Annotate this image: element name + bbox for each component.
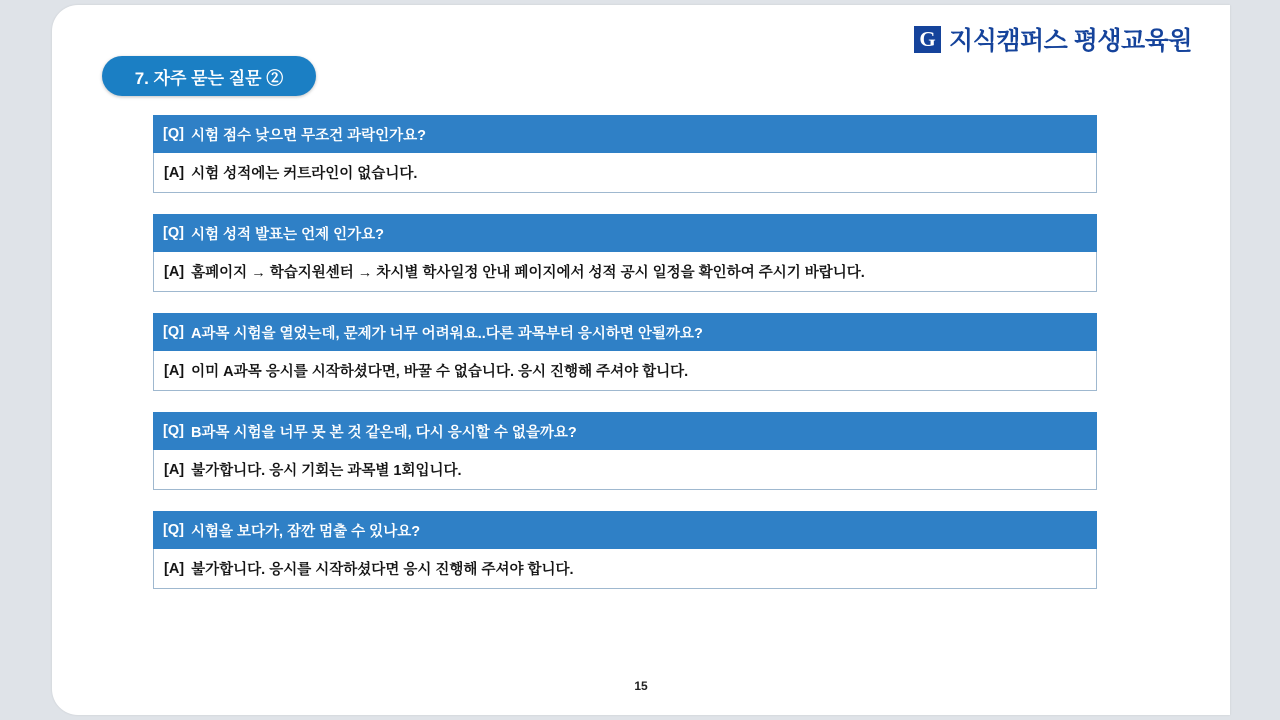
section-title-label: 7. 자주 묻는 질문 ②: [134, 68, 284, 88]
faq-question-row: [153, 115, 1097, 153]
faq-question-row: [153, 412, 1097, 450]
answer-tag: [A]: [164, 164, 185, 181]
question-tag: [Q]: [163, 225, 184, 241]
answer-text: 이미 A과목 응시를 시작하셨다면, 바꿀 수 없습니다. 응시 진행해 주셔야 합니다.: [191, 364, 689, 380]
faq-item: [153, 412, 1097, 490]
faq-answer-row: [153, 153, 1097, 193]
faq-item: [153, 313, 1097, 391]
question-text: B과목 시험을 너무 못 본 것 같은데, 다시 응시할 수 없을까요?: [190, 424, 577, 441]
question-text: 시험을 보다가, 잠깐 멈출 수 있나요?: [190, 523, 421, 540]
answer-text: 불가합니다. 응시를 시작하셨다면 응시 진행해 주셔야 합니다.: [191, 562, 574, 578]
logo-mark-icon: G: [914, 26, 941, 53]
faq-answer-row: [153, 549, 1097, 589]
faq-item: [153, 511, 1097, 589]
question-tag: [Q]: [163, 522, 184, 538]
faq-item: [153, 115, 1097, 193]
question-text: 시험 성적 발표는 언제 인가요?: [190, 226, 384, 243]
faq-question-row: [153, 313, 1097, 351]
answer-tag: [A]: [164, 263, 185, 280]
question-text: 시험 점수 낮으면 무조건 과락인가요?: [190, 127, 427, 144]
answer-tag: [A]: [164, 362, 185, 379]
faq-answer-row: [153, 351, 1097, 391]
answer-text: 불가합니다. 응시 기회는 과목별 1회입니다.: [191, 463, 462, 479]
question-tag: [Q]: [163, 126, 184, 142]
answer-text: 홈페이지 → 학습지원센터 → 차시별 학사일정 안내 페이지에서 성적 공시 일정을 확인하여 주시기 바랍니다.: [191, 265, 865, 281]
section-title-pill: [102, 56, 316, 96]
brand-name: 지식캠퍼스 평생교육원: [949, 27, 1192, 55]
page-number: 15: [634, 679, 648, 693]
faq-question-row: [153, 214, 1097, 252]
faq-answer-row: [153, 450, 1097, 490]
answer-tag: [A]: [164, 461, 185, 478]
brand-logo: [914, 21, 1192, 57]
question-tag: [Q]: [163, 423, 184, 439]
answer-text: 시험 성적에는 커트라인이 없습니다.: [191, 166, 418, 182]
faq-answer-row: [153, 252, 1097, 292]
question-text: A과목 시험을 열었는데, 문제가 너무 어려워요..다른 과목부터 응시하면 안될까요?: [190, 325, 703, 342]
faq-item: [153, 214, 1097, 292]
faq-question-row: [153, 511, 1097, 549]
answer-tag: [A]: [164, 560, 185, 577]
question-tag: [Q]: [163, 324, 184, 340]
faq-list: [153, 115, 1097, 610]
slide: [52, 5, 1230, 715]
